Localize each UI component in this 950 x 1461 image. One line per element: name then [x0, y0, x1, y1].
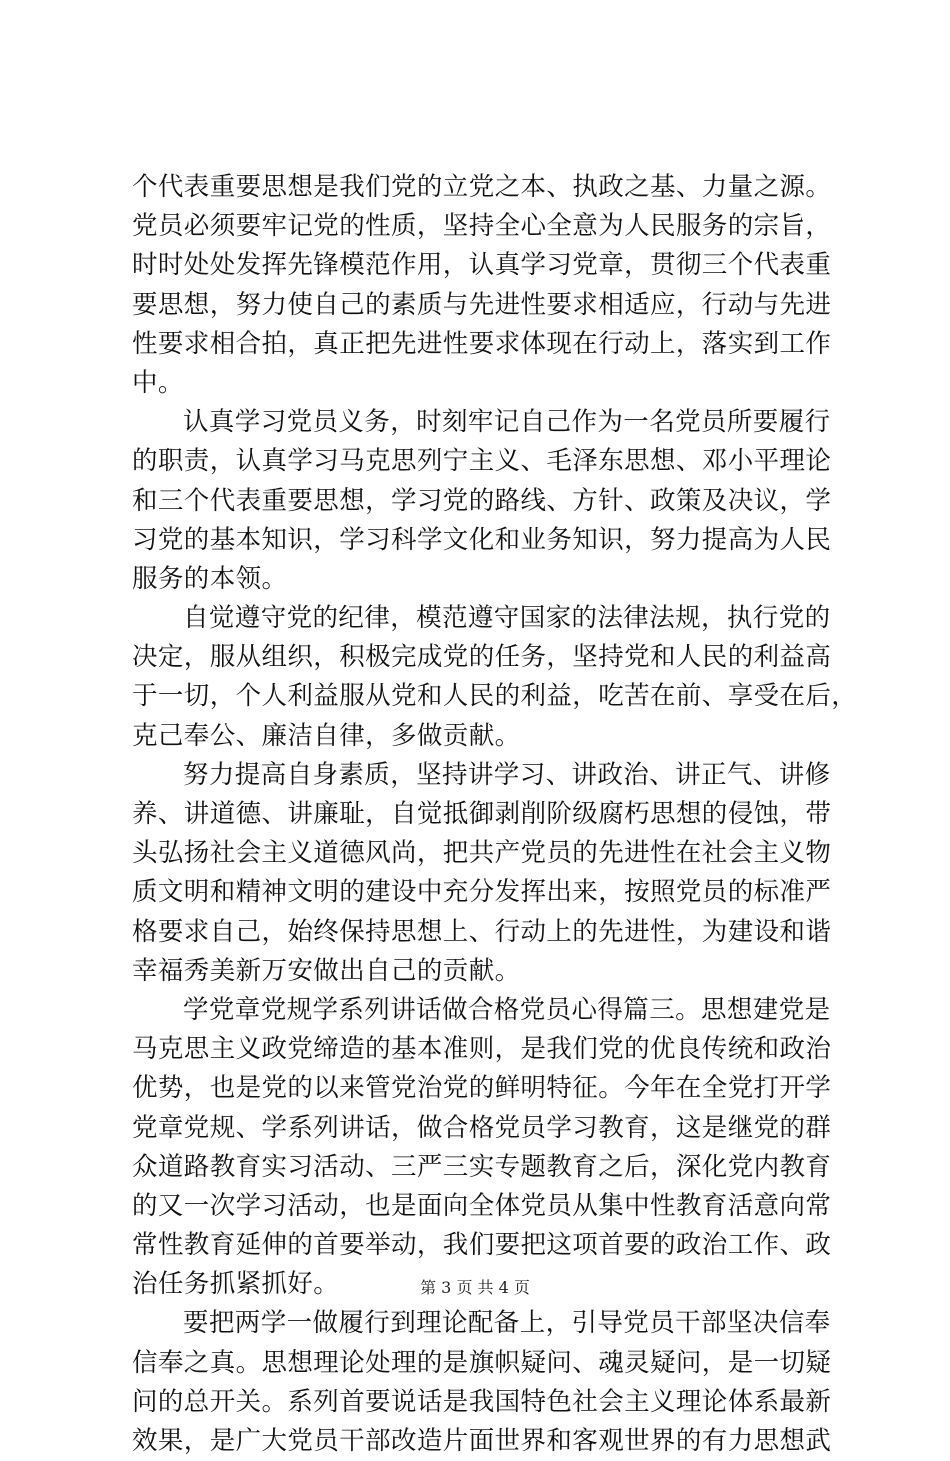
paragraph-first-line: 努力提高自身素质，坚持讲学习、讲政治、讲正气、讲修	[183, 759, 831, 790]
text-line: 幸福秀美新万安做出自己的贡献。	[132, 955, 521, 986]
text-line: 党章党规、学系列讲话，做合格党员学习教育，这是继党的群	[132, 1112, 832, 1143]
text-line: 时时处处发挥先锋模范作用，认真学习党章，贯彻三个代表重	[132, 250, 832, 281]
text-line: 的又一次学习活动，也是面向全体党员从集中性教育活意向常	[132, 1190, 832, 1221]
paragraph-first-line: 学党章党规学系列讲话做合格党员心得篇三。思想建党是	[183, 994, 831, 1025]
text-line: 众道路教育实习活动、三严三实专题教育之后，深化党内教育	[132, 1151, 832, 1182]
text-line: 习党的基本知识，学习科学文化和业务知识，努力提高为人民	[132, 524, 832, 555]
text-line: 优势，也是党的以来管党治党的鲜明特征。今年在全党打开学	[132, 1073, 832, 1104]
text-line: 质文明和精神文明的建设中充分发挥出来，按照党员的标准严	[132, 877, 832, 908]
text-line: 头弘扬社会主义道德风尚，把共产党员的先进性在社会主义物	[132, 838, 832, 869]
text-line: 于一切，个人利益服从党和人民的利益，吃苦在前、享受在后，	[132, 681, 858, 712]
body-text	[132, 168, 858, 1461]
text-line: 个代表重要思想是我们党的立党之本、执政之基、力量之源。	[132, 172, 832, 202]
text-line: 和三个代表重要思想，学习党的路线、方针、政策及决议，学	[132, 485, 832, 516]
page-footer: 第 3 页 共 4 页	[420, 1278, 530, 1297]
text-line: 性要求相合拍，真正把先进性要求体现在行动上，落实到工作	[132, 328, 832, 359]
text-line: 治任务抓紧抓好。	[132, 1269, 340, 1300]
text-line: 格要求自己，始终保持思想上、行动上的先进性，为建设和谐	[132, 916, 832, 947]
text-line: 决定，服从组织，积极完成党的任务，坚持党和人民的利益高	[132, 642, 832, 673]
text-line: 服务的本领。	[132, 563, 288, 594]
text-line: 克己奉公、廉洁自律，多做贡献。	[132, 720, 521, 751]
paragraph-first-line: 自觉遵守党的纪律，模范遵守国家的法律法规，执行党的	[183, 603, 831, 634]
text-line: 要思想，努力使自己的素质与先进性要求相适应，行动与先进	[132, 289, 832, 320]
text-line: 中。	[132, 367, 184, 398]
text-line: 马克思主义政党缔造的基本准则，是我们党的优良传统和政治	[132, 1034, 832, 1065]
text-line: 的职责，认真学习马克思列宁主义、毛泽东思想、邓小平理论	[132, 446, 832, 477]
text-line: 党员必须要牢记党的性质，坚持全心全意为人民服务的宗旨，	[132, 211, 832, 242]
paragraph-first-line: 要把两学一做履行到理论配备上，引导党员干部坚决信奉	[183, 1308, 831, 1339]
text-line: 养、讲道德、讲廉耻，自觉抵御剥削阶级腐朽思想的侵蚀，带	[132, 799, 832, 829]
text-line: 问的总开关。系列首要说话是我国特色社会主义理论体系最新	[132, 1386, 832, 1417]
text-line: 效果，是广大党员干部改造片面世界和客观世界的有力思想武	[132, 1426, 832, 1456]
paragraph-first-line: 认真学习党员义务，时刻牢记自己作为一名党员所要履行	[183, 407, 831, 438]
text-line: 信奉之真。思想理论处理的是旗帜疑问、魂灵疑问，是一切疑	[132, 1347, 832, 1378]
text-line: 常性教育延伸的首要举动，我们要把这项首要的政治工作、政	[132, 1230, 832, 1261]
